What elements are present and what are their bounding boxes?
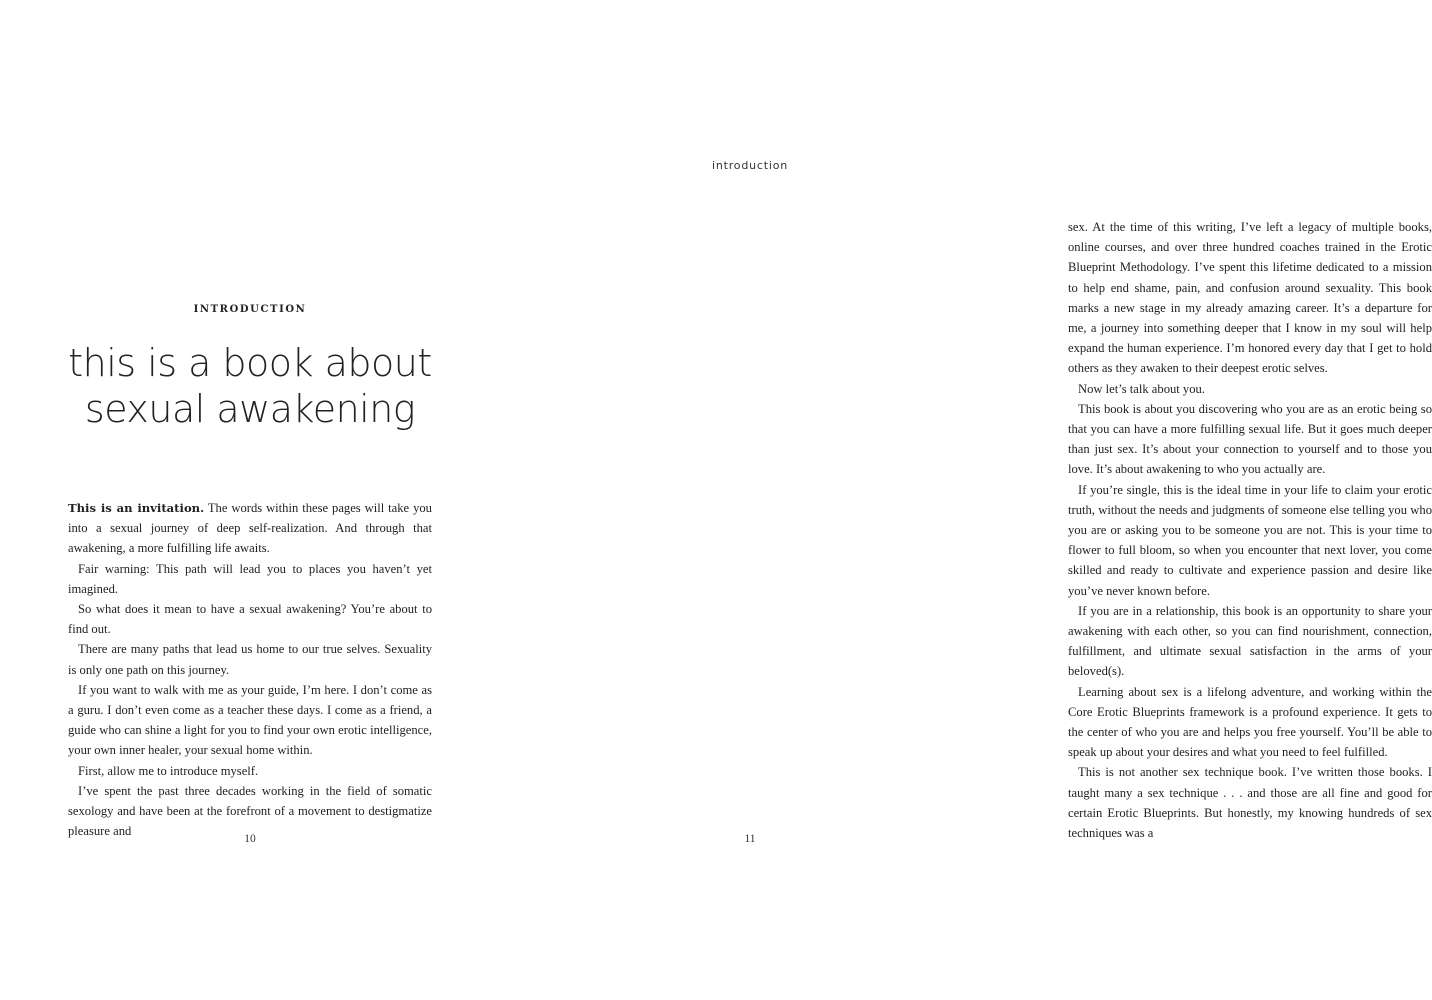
page-number-left: 10 (244, 833, 256, 845)
paragraph: sex. At the time of this writing, I’ve left a legacy of multiple books, online courses, and over three hundred coaches trained in the Erotic Blueprint Methodology. I’ve spent this lifetime dedicated to a mission to help end shame, pain, and confusion around sexuality. This book marks a new stage in my already amazing career. It’s a departure for me, a journey into something deeper that I know in my soul will help expand the human experience. I’m honored every day that I get to hold others as they awaken to their deepest erotic selves. (1068, 220, 1432, 376)
right-body-text (1068, 217, 1432, 843)
paragraph: Learning about sex is a lifelong adventure, and working within the Core Erotic Blueprints framework is a profound experience. It gets to the center of who you are and helps you free yourself. You’ll be able to speak up about your desires and what you need to feel fulfilled. (1068, 684, 1432, 760)
paragraph: There are many paths that lead us home to our true selves. Sexuality is only one path on this journey. (68, 642, 432, 677)
chapter-title (0, 340, 500, 432)
paragraph: Fair warning: This path will lead you to places you haven’t yet imagined. (68, 561, 432, 596)
paragraph: This is not another sex technique book. I’ve written those books. I taught many a sex technique . . . and those are all fine and good for certain Erotic Blueprints. But honestly, my knowing hundreds of sex techniques was a (1068, 765, 1432, 841)
chapter-label: INTRODUCTION (193, 304, 307, 315)
left-body-text (68, 498, 432, 841)
page-number-right: 11 (744, 833, 756, 845)
paragraph (68, 498, 432, 559)
running-head: introduction (711, 159, 789, 172)
paragraph: So what does it mean to have a sexual awakening? You’re about to find out. (68, 602, 432, 637)
paragraph: If you are in a relationship, this book is an opportunity to share your awakening with each other, so you can find nourishment, connection, fulfillment, and ultimate sexual satisfaction in the arms of your beloved(s). (1068, 603, 1432, 679)
paragraph: If you’re single, this is the ideal time in your life to claim your erotic truth, without the needs and judgments of someone else telling you who you are or asking you to be someone you are not. This is your time to flower to full bloom, so when you encounter that next lover, you come skilled and ready to cultivate and experience passion and desire like you’ve never known before. (1068, 482, 1432, 598)
right-page (500, 0, 1432, 1000)
paragraph: I’ve spent the past three decades working in the field of somatic sexology and have been at the forefront of a movement to destigmatize pleasure and (68, 783, 432, 839)
lead-bold-text: This is an invitation. (68, 501, 205, 515)
paragraph-text: The words within these pages will take you into a sexual journey of deep self-realization. And through that awakening, a more fulfilling life awaits. (68, 501, 432, 556)
paragraph: If you want to walk with me as your guide, I’m here. I don’t come as a guru. I don’t even come as a teacher these days. I come as a friend, a guide who can shine a light for you to find your own erotic intelligence, your own inner healer, your sexual home within. (68, 682, 432, 758)
chapter-title-line-1: this is a book about (68, 341, 432, 385)
paragraph: This book is about you discovering who you are as an erotic being so that you can have a more fulfilling sexual life. But it goes much deeper than just sex. It’s about your connection to yourself and to those you love. It’s about awakening to who you actually are. (1068, 401, 1432, 477)
chapter-title-line-2: sexual awakening (84, 387, 416, 431)
left-page (0, 0, 500, 1000)
paragraph: First, allow me to introduce myself. (78, 763, 259, 778)
paragraph: Now let’s talk about you. (1078, 381, 1205, 396)
